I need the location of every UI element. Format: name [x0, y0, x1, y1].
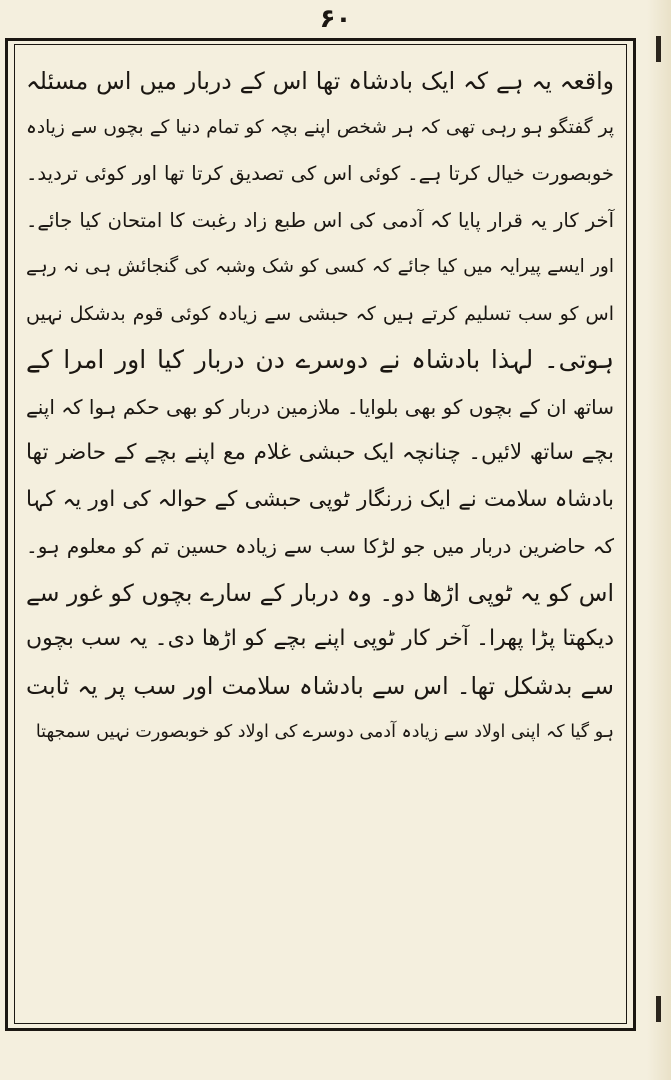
binding-mark	[656, 36, 661, 62]
text-line-5: اور ایسے پیرایہ میں کیا جائے کہ کسی کو شک وشبہ کی گنجائش ہی نہ رہے	[26, 256, 614, 277]
text-line-6: اس کو سب تسلیم کرتے ہیں کہ حبشی سے زیادہ کوئی قوم بدشکل نہیں	[26, 302, 614, 325]
text-line-10: بادشاہ سلامت نے ایک زرنگار ٹوپی حبشی کے حوالہ کی اور یہ کہا	[26, 486, 614, 512]
text-line-1: واقعہ یہ ہے کہ ایک بادشاہ تھا اس کے دربار میں اس مسئلہ	[26, 67, 614, 95]
text-line-3: خوبصورت خیال کرتا ہے۔ کوئی اس کی تصدیق کرتا تھا اور کوئی تردید۔	[26, 162, 614, 185]
text-line-15: ہو گیا کہ اپنی اولاد سے زیادہ آدمی دوسرے کی اولاد کو خوبصورت نہیں سمجھتا	[35, 722, 614, 742]
page-number: ۶۰	[319, 4, 352, 34]
text-line-12: اس کو یہ ٹوپی اڑھا دو۔ وہ دربار کے سارے بچوں کو غور سے	[26, 578, 614, 607]
text-line-2: پر گفتگو ہو رہی تھی کہ ہر شخص اپنے بچہ کو تمام دنیا کے بچوں سے زیادہ	[26, 116, 614, 138]
text-line-8: ساتھ ان کے بچوں کو بھی بلوایا۔ ملازمین دربار کو بھی حکم ہوا کہ اپنے	[26, 394, 614, 419]
text-line-4: آخر کار یہ قرار پایا کہ آدمی کی اس طبع زاد رغبت کا امتحان کیا جائے۔	[26, 208, 614, 232]
text-line-11: کہ حاضرین دربار میں جو لڑکا سب سے زیادہ حسین تم کو معلوم ہو۔	[26, 534, 614, 558]
body-text	[20, 58, 620, 1018]
scan-edge	[647, 0, 671, 1080]
text-line-14: سے بدشکل تھا۔ اس سے بادشاہ سلامت اور سب پر یہ ثابت	[26, 671, 614, 700]
text-line-13: دیکھتا پڑا پھرا۔ آخر کار ٹوپی اپنے بچے کو اڑھا دی۔ یہ سب بچوں	[26, 626, 614, 651]
text-line-9: بچے ساتھ لائیں۔ چنانچہ ایک حبشی غلام مع اپنے بچے کے حاضر تھا	[26, 440, 614, 465]
binding-mark	[656, 996, 661, 1022]
text-line-7: ہوتی۔ لہذا بادشاہ نے دوسرے دن دربار کیا اور امرا کے	[26, 345, 614, 374]
